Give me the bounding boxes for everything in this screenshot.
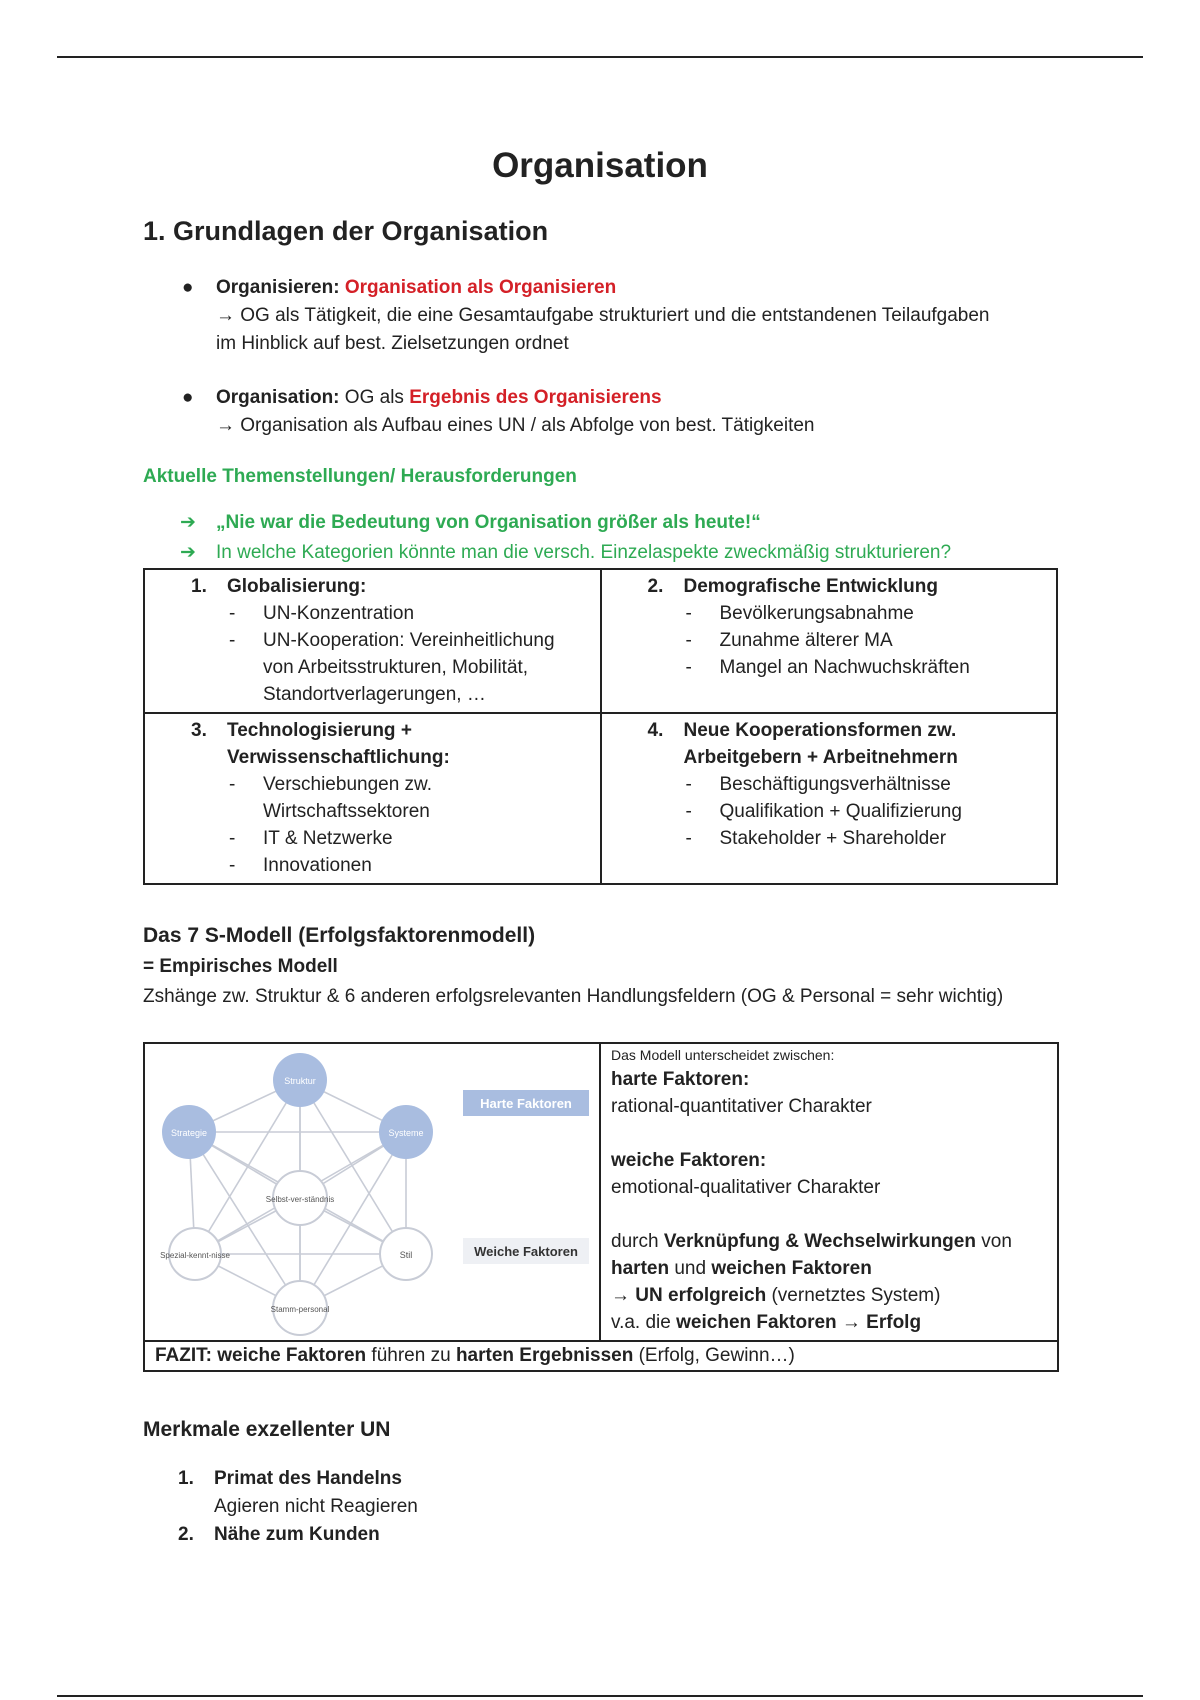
cell-item: Bevölkerungsabnahme <box>719 603 914 624</box>
challenges-heading: Aktuelle Themenstellungen/ Herausforderungen <box>143 466 577 487</box>
bullet-highlight: Organisation als Organisieren <box>344 277 617 298</box>
node-spezialkenntnisse <box>160 1228 230 1280</box>
soft-desc: emotional-qualitativer Charakter <box>611 1177 881 1198</box>
cell-item: Qualifikation + Qualifizierung <box>719 801 962 822</box>
svg-text:Spezial-kennt-nisse: Spezial-kennt-nisse <box>160 1251 230 1260</box>
success-line: → UN erfolgreich (vernetztes System) <box>611 1285 941 1306</box>
bullet-label: Organisieren: <box>216 277 340 298</box>
model-intro: Das Modell unterscheidet zwischen: <box>611 1047 835 1063</box>
cell-title: Arbeitgebern + Arbeitnehmern <box>683 747 958 768</box>
svg-text:Strategie: Strategie <box>170 1128 208 1138</box>
bottom-rule <box>57 1695 1143 1697</box>
arrow-icon: ➔ <box>180 512 196 533</box>
node-strategie <box>162 1105 216 1159</box>
model-box <box>143 1042 1059 1372</box>
cell-title: Neue Kooperationsformen zw. <box>683 720 957 741</box>
seven-s-svg <box>149 1048 595 1338</box>
hard-desc: rational-quantitativer Charakter <box>611 1096 872 1117</box>
cell-item: Beschäftigungsverhältnisse <box>719 774 951 795</box>
node-stil <box>380 1228 432 1280</box>
soft-title: weiche Faktoren: <box>611 1150 767 1171</box>
svg-text:Systeme: Systeme <box>388 1128 424 1138</box>
merkmale-list <box>178 1465 418 1549</box>
fazit-line: FAZIT: weiche Faktoren führen zu harten Ergebnissen (Erfolg, Gewinn…) <box>155 1345 795 1366</box>
cell-number: 4. <box>647 720 664 741</box>
cell-title: Globalisierung: <box>227 576 367 597</box>
cell-item: UN-Kooperation: Vereinheitlichung <box>263 630 555 651</box>
cell-item: Verschiebungen zw. <box>263 774 433 795</box>
top-rule <box>57 56 1143 58</box>
hard-factors-label: Harte Faktoren <box>480 1096 572 1111</box>
challenges-table <box>143 568 1058 885</box>
cell-number: 2. <box>647 576 664 597</box>
list-item-desc: Agieren nicht Reagieren <box>214 1496 418 1517</box>
arrow-text: In welche Kategorien könnte man die versch. Einzelaspekte zweckmäßig strukturieren? <box>216 542 952 563</box>
svg-text:Struktur: Struktur <box>284 1076 316 1086</box>
bullet-dot: ● <box>182 387 194 408</box>
link-line: durch Verknüpfung & Wechselwirkungen von <box>611 1231 1012 1252</box>
cell-number: 3. <box>191 720 207 741</box>
link-line-2: harten und weichen Faktoren <box>611 1258 872 1279</box>
model-heading: Das 7 S-Modell (Erfolgsfaktorenmodell) <box>143 924 536 947</box>
bullet-dot: ● <box>182 277 194 298</box>
svg-text:Stil: Stil <box>399 1250 413 1260</box>
cell-item: Stakeholder + Shareholder <box>719 828 947 849</box>
hard-title: harte Faktoren: <box>611 1069 750 1090</box>
list-item: 2. Nähe zum Kunden <box>178 1524 380 1545</box>
list-item: 1. Primat des Handelns <box>178 1468 402 1489</box>
bullet-line: → OG als Tätigkeit, die eine Gesamtaufgabe strukturiert und die entstandenen Teilaufgaben <box>216 305 990 326</box>
table-cell: 1. Globalisierung: - UN-Konzentration - UN-Kooperation: Vereinheitlichung von Arbeitsstrukturen, Mobilität, Standortverlagerungen, … <box>144 569 601 713</box>
svg-text:Selbst-ver-ständnis: Selbst-ver-ständnis <box>265 1195 335 1204</box>
section-heading: 1. Grundlagen der Organisation <box>143 216 549 246</box>
node-systeme <box>379 1105 433 1159</box>
bullet-line: → Organisation als Aufbau eines UN / als Abfolge von best. Tätigkeiten <box>216 415 815 436</box>
bullet-organisieren <box>182 274 1082 358</box>
cell-item: Zunahme älterer MA <box>719 630 893 651</box>
bullet-line: im Hinblick auf best. Zielsetzungen ordnet <box>216 333 569 354</box>
bullet-label: Organisation: <box>216 387 340 408</box>
seven-s-diagram <box>149 1048 595 1338</box>
cell-item: von Arbeitsstrukturen, Mobilität, <box>263 657 529 678</box>
cell-item: Standortverlagerungen, … <box>263 684 486 705</box>
model-text: Zshänge zw. Struktur & 6 anderen erfolgsrelevanten Handlungsfeldern (OG & Personal = sehr wichtig) <box>143 986 1004 1007</box>
model-subheading: = Empirisches Modell <box>143 956 338 977</box>
svg-text:Stamm-personal: Stamm-personal <box>270 1305 330 1314</box>
cell-item: Wirtschaftssektoren <box>263 801 430 822</box>
bullet-organisation <box>182 384 1082 440</box>
model-explanation <box>611 1044 1051 1336</box>
cell-item: IT & Netzwerke <box>263 828 393 849</box>
bullet-highlight: Ergebnis des Organisierens <box>409 387 662 408</box>
node-stammpersonal <box>271 1281 330 1335</box>
page-title: Organisation <box>492 146 708 185</box>
arrow-icon: ➔ <box>180 542 196 563</box>
va-line: v.a. die weichen Faktoren → Erfolg <box>611 1312 922 1333</box>
node-struktur <box>273 1053 327 1107</box>
table-cell: 4. Neue Kooperationsformen zw. Arbeitgebern + Arbeitnehmern - Beschäftigungsverhältnisse - Qualifikation + Qualifizierung - Stakeholder + Shareholder <box>601 713 1058 884</box>
soft-factors-label: Weiche Faktoren <box>474 1244 578 1259</box>
cell-number: 1. <box>191 576 207 597</box>
cell-item: Innovationen <box>263 855 372 876</box>
cell-title: Demografische Entwicklung <box>683 576 938 597</box>
cell-item: Mangel an Nachwuchskräften <box>719 657 970 678</box>
table-cell: 2. Demografische Entwicklung - Bevölkerungsabnahme - Zunahme älterer MA - Mangel an Nachwuchskräften <box>601 569 1058 713</box>
cell-title: Technologisierung + <box>227 720 412 741</box>
merkmale-heading: Merkmale exzellenter UN <box>143 1418 391 1441</box>
cell-item: UN-Konzentration <box>263 603 415 624</box>
bullet-text: OG als <box>339 387 410 408</box>
arrow-text: „Nie war die Bedeutung von Organisation größer als heute!“ <box>216 512 761 533</box>
table-cell: 3. Technologisierung + Verwissenschaftlichung: - Verschiebungen zw. Wirtschaftssektoren - IT & Netzwerke - Innovationen <box>144 713 601 884</box>
cell-title: Verwissenschaftlichung: <box>227 747 450 768</box>
challenges-arrows <box>180 508 1080 568</box>
